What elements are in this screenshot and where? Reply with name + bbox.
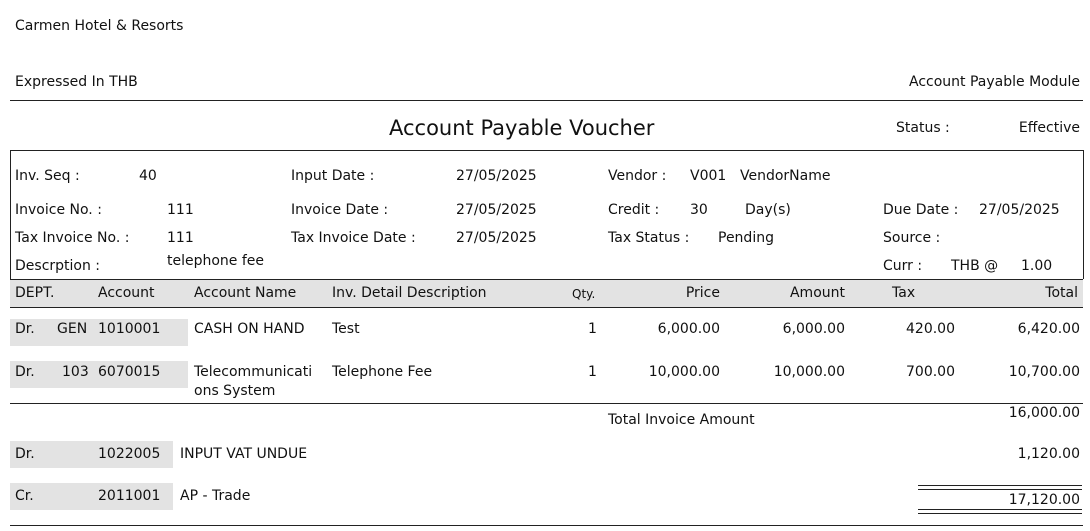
line-amount: 10,000.00	[773, 364, 845, 380]
line-qty: 1	[588, 321, 597, 337]
line-account-name: CASH ON HAND	[194, 321, 305, 337]
line-dept: 103	[62, 364, 89, 380]
double-underline-bottom	[918, 509, 1082, 514]
source-label: Source :	[883, 230, 941, 246]
currency-value: THB @	[951, 258, 999, 274]
invoice-no-value: 111	[167, 202, 194, 218]
grand-total-value: 17,120.00	[1008, 492, 1080, 508]
invoice-date-label: Invoice Date :	[291, 202, 389, 218]
line-account: 1010001	[98, 321, 161, 337]
footer-rule	[10, 525, 1083, 526]
column-header-row	[10, 279, 1083, 308]
posting-account: 2011001	[98, 488, 161, 504]
line-dept: GEN	[57, 321, 88, 337]
description-value: telephone fee	[167, 253, 265, 269]
col-total: Total	[1045, 285, 1078, 301]
inv-seq-value: 40	[139, 168, 157, 184]
line-side: Dr.	[15, 364, 35, 380]
lines-end-rule	[10, 403, 1083, 404]
double-underline-top	[918, 485, 1082, 490]
col-qty: Qty.	[572, 287, 596, 301]
credit-unit: Day(s)	[745, 202, 791, 218]
col-account: Account	[98, 285, 155, 301]
line-detail: Telephone Fee	[332, 364, 433, 380]
due-date-label: Due Date :	[883, 202, 959, 218]
line-detail: Test	[332, 321, 360, 337]
col-account-name: Account Name	[194, 285, 297, 301]
col-amount: Amount	[789, 285, 845, 301]
col-dept: DEPT.	[15, 285, 55, 301]
posting-side: Cr.	[15, 488, 34, 504]
line-total: 10,700.00	[1008, 364, 1080, 380]
box-right-rule	[1083, 150, 1084, 279]
module-name: Account Payable Module	[909, 74, 1080, 90]
box-left-rule	[10, 150, 11, 279]
total-invoice-label: Total Invoice Amount	[608, 412, 755, 428]
inv-seq-label: Inv. Seq :	[15, 168, 80, 184]
line-account: 6070015	[98, 364, 161, 380]
line-account-name-cont: ons System	[194, 383, 276, 399]
credit-value: 30	[690, 202, 708, 218]
description-label: Descrption :	[15, 258, 101, 274]
posting-value: 1,120.00	[1017, 446, 1080, 462]
posting-account: 1022005	[98, 446, 161, 462]
col-tax: Tax	[892, 285, 916, 301]
total-invoice-value: 16,000.00	[1008, 405, 1080, 421]
company-name: Carmen Hotel & Resorts	[15, 18, 184, 34]
status-value: Effective	[1018, 120, 1080, 136]
credit-label: Credit :	[608, 202, 660, 218]
vendor-label: Vendor :	[608, 168, 667, 184]
status-label: Status :	[896, 120, 950, 136]
page-title: Account Payable Voucher	[389, 116, 655, 140]
due-date-value: 27/05/2025	[979, 202, 1060, 218]
tax-invoice-date-value: 27/05/2025	[456, 230, 537, 246]
line-qty: 1	[588, 364, 597, 380]
line-side: Dr.	[15, 321, 35, 337]
tax-invoice-date-label: Tax Invoice Date :	[291, 230, 416, 246]
posting-name: INPUT VAT UNDUE	[180, 446, 308, 462]
col-price: Price	[685, 285, 720, 301]
header-rule	[10, 100, 1083, 101]
line-tax: 420.00	[906, 321, 955, 337]
currency-note: Expressed In THB	[15, 74, 138, 90]
vendor-name: VendorName	[740, 168, 831, 184]
input-date-label: Input Date :	[291, 168, 375, 184]
tax-invoice-no-label: Tax Invoice No. :	[15, 230, 130, 246]
line-price: 6,000.00	[657, 321, 720, 337]
invoice-no-label: Invoice No. :	[15, 202, 102, 218]
posting-name: AP - Trade	[180, 488, 251, 504]
tax-invoice-no-value: 111	[167, 230, 194, 246]
currency-label: Curr :	[883, 258, 923, 274]
vendor-code: V001	[690, 168, 727, 184]
line-account-name: Telecommunicati	[194, 364, 313, 380]
line-tax: 700.00	[906, 364, 955, 380]
line-total: 6,420.00	[1017, 321, 1080, 337]
tax-status-value: Pending	[718, 230, 774, 246]
input-date-value: 27/05/2025	[456, 168, 537, 184]
tax-status-label: Tax Status :	[608, 230, 690, 246]
posting-side: Dr.	[15, 446, 35, 462]
col-detail: Inv. Detail Description	[332, 285, 487, 301]
line-price: 10,000.00	[648, 364, 720, 380]
exchange-rate: 1.00	[1021, 258, 1053, 274]
invoice-date-value: 27/05/2025	[456, 202, 537, 218]
line-amount: 6,000.00	[782, 321, 845, 337]
box-top-rule	[10, 150, 1083, 151]
